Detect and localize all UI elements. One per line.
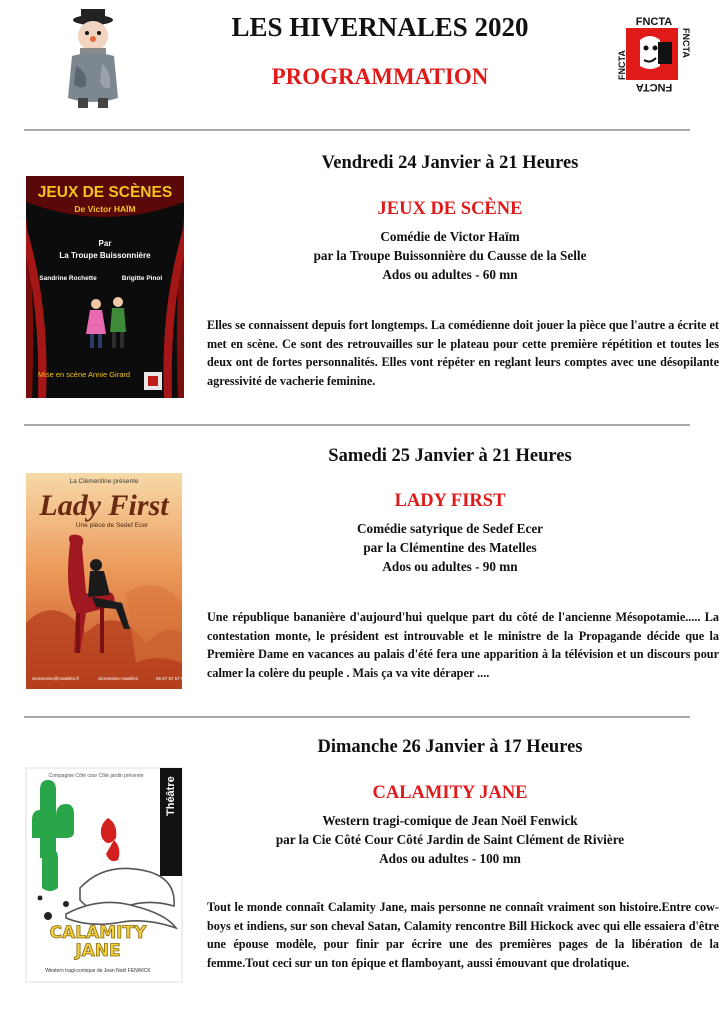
logo-text-bottom: FNCTA — [635, 81, 673, 93]
credit-company: par la Clémentine des Matelles — [363, 540, 537, 555]
show-description: Elles se connaissent depuis fort longtemps. La comédienne doit jouer la pièce que l'autre a écrite et met en scène. Ce sont des retrouvailles sur le plateau pour cette première répétition et toutes les deux ont de fortes personnalités. Elles vont répéter en reglant leurs comptes avec une désopilante agressivité de vacherie feminine. — [207, 318, 719, 388]
poster1-actor2: Brigitte Pinol — [121, 275, 163, 282]
poster3-title-line1: CALAMITY — [49, 923, 147, 943]
divider — [24, 716, 690, 718]
poster3-company: Compagnie Côté cour Côté jardin présente — [48, 773, 144, 779]
logo-text-top: FNCTA — [635, 16, 673, 28]
show-date: Vendredi 24 Janvier à 21 Heures — [321, 153, 579, 173]
show-credits — [210, 519, 690, 576]
poster1-actor1: Sandrine Rochette — [39, 275, 97, 282]
poster3-footer: Western tragi-comique de Jean Noël FENWICK — [45, 968, 151, 974]
divider — [24, 129, 690, 131]
poster1-direction: Mise en scène Annie Girard — [37, 370, 131, 379]
show-description: Une république bananière d'aujourd'hui quelque part du côté de l'ancienne Mésopotamie..... La contestation monte, le président est introuvable et le ministre de la Propagande décide que la Première Dame en vacances au palais d'été fera une apparition à la télévision et un discours pour calmer la colère du peuple . Mais ça va vite déraper .... — [207, 610, 719, 680]
poster3-genre: Théâtre — [165, 776, 177, 816]
credit-audience: Ados ou adultes - 90 mn — [382, 559, 518, 574]
credit-company: par la Cie Côté Cour Côté Jardin de Saint Clément de Rivière — [275, 832, 625, 847]
poster-jeux-de-scenes — [26, 176, 184, 398]
poster1-title: JEUX DE SCÈNES — [37, 184, 173, 201]
credit-company: par la Troupe Buissonnière du Causse de la Selle — [313, 248, 587, 263]
logo-text-left: FNCTA — [617, 50, 627, 80]
show-title: LADY FIRST — [394, 491, 506, 511]
poster-lady-first — [26, 473, 187, 689]
poster1-troupe: La Troupe Buissonnière — [59, 251, 151, 260]
credit-audience: Ados ou adultes - 60 mn — [382, 267, 518, 282]
credit-author: Comédie satyrique de Sedef Ecer — [356, 521, 544, 536]
show-credits — [210, 227, 690, 284]
svg-text:clementine@matelles.fr: clementine@matelles.fr — [32, 676, 80, 681]
poster2-subtitle: Une pièce de Sedef Ecer — [75, 522, 149, 529]
credit-audience: Ados ou adultes - 100 mn — [379, 851, 521, 866]
poster2-title: Lady First — [39, 489, 169, 522]
show-title: JEUX DE SCÈNE — [377, 199, 523, 219]
page-subtitle: PROGRAMMATION — [271, 64, 489, 89]
poster1-by: Par — [98, 239, 112, 248]
snowman-mascot-image — [58, 6, 128, 110]
credit-author: Western tragi-comique de Jean Noël Fenwick — [322, 813, 578, 828]
svg-text:06 67 57 57 98: 06 67 57 57 98 — [156, 676, 187, 681]
show-date: Dimanche 26 Janvier à 17 Heures — [317, 737, 583, 757]
poster-calamity-jane — [26, 768, 182, 982]
show-description: Tout le monde connaît Calamity Jane, mais personne ne connaît vraiment son histoire.Entre cow-boys et indiens, sur son cheval Satan, Calamity rencontre Bill Hickock avec qui elle essaiera d'être une épouse modèle, pour finir par écrire une des premières pages de la libération de la femme.Tout ceci sur un ton épique et flamboyant, aussi émouvant que drolatique. — [207, 900, 719, 970]
poster1-author: De Victor HAÏM — [74, 204, 136, 214]
divider — [24, 424, 690, 426]
poster3-title-line2: JANE — [75, 941, 121, 961]
credit-author: Comédie de Victor Haïm — [380, 229, 520, 244]
poster2-presenter: La Clémentine présente — [69, 478, 139, 485]
show-title: CALAMITY JANE — [372, 783, 528, 803]
show-date: Samedi 25 Janvier à 21 Heures — [328, 446, 572, 466]
logo-text-right: FNCTA — [681, 28, 691, 58]
show-credits — [210, 811, 690, 868]
svg-text:clementine-matelles: clementine-matelles — [98, 676, 139, 681]
fncta-logo — [617, 14, 691, 94]
page-title: LES HIVERNALES 2020 — [231, 12, 529, 42]
